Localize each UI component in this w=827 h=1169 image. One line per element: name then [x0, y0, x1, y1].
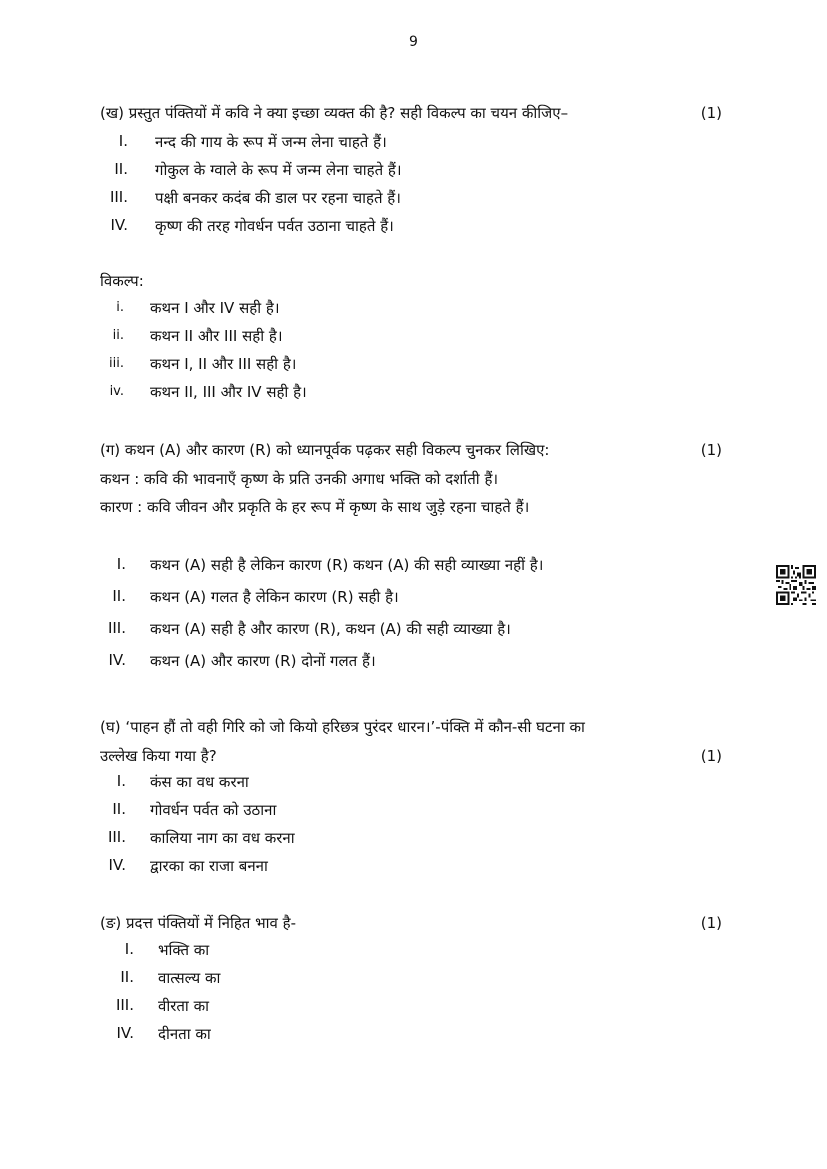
option-number: i. [116, 300, 124, 315]
option-number: ii. [112, 328, 124, 343]
option-number: I. [116, 555, 126, 573]
qr-code [776, 565, 816, 605]
option-number: IV. [116, 1024, 134, 1042]
statement-number: I. [118, 132, 128, 150]
question-gha-stem-line1: (घ) ‘पाहन हौं तो वही गिरि को जो कियो हरिछत्र पुरंदर धारन।’-पंक्ति में कौन-सी घटना का [100, 718, 585, 736]
question-nga-stem [100, 912, 722, 934]
question-gha-text: उल्लेख किया गया है? [100, 747, 217, 765]
option-text: कथन (A) गलत है लेकिन कारण (R) सही है। [150, 588, 399, 606]
question-nga-text: (ङ) प्रदत्त पंक्तियों में निहित भाव है- [100, 914, 297, 932]
option-number: III. [115, 996, 134, 1014]
option-number: III. [107, 828, 126, 846]
option-number: I. [124, 940, 134, 958]
options-heading: विकल्प: [100, 272, 144, 290]
question-kha-marks: (1) [700, 104, 722, 122]
statement-number: II. [114, 160, 128, 178]
option-text: वात्सल्य का [158, 969, 221, 987]
statement-number: III. [109, 188, 128, 206]
assertion-text: कथन : कवि की भावनाएँ कृष्ण के प्रति उनकी अगाध भक्ति को दर्शाती हैं। [100, 470, 499, 488]
option-text: कथन (A) सही है लेकिन कारण (R) कथन (A) की सही व्याख्या नहीं है। [150, 556, 544, 574]
option-text: भक्ति का [158, 941, 210, 959]
option-text: दीनता का [158, 1025, 211, 1043]
option-text: कालिया नाग का वध करना [150, 829, 295, 847]
question-gha-marks: (1) [700, 747, 722, 765]
option-number: iii. [109, 356, 124, 371]
question-kha-text: (ख) प्रस्तुत पंक्तियों में कवि ने क्या इच्छा व्यक्त की है? सही विकल्प का चयन कीजिए– [100, 104, 569, 122]
option-text: कंस का वध करना [150, 773, 249, 791]
question-ga-stem [100, 439, 722, 461]
option-text: वीरता का [158, 997, 209, 1015]
option-text: कथन II, III और IV सही है। [150, 383, 307, 401]
option-text: गोवर्धन पर्वत को उठाना [150, 801, 277, 819]
option-number: III. [107, 619, 126, 637]
option-text: कथन II और III सही है। [150, 327, 283, 345]
option-number: II. [112, 800, 126, 818]
option-text: कथन (A) सही है और कारण (R), कथन (A) की सही व्याख्या है। [150, 620, 511, 638]
page-number: 9 [409, 34, 418, 50]
option-text: कथन I और IV सही है। [150, 299, 280, 317]
statement-text: पक्षी बनकर कदंब की डाल पर रहना चाहते हैं। [155, 189, 401, 207]
option-text: कथन (A) और कारण (R) दोनों गलत हैं। [150, 652, 376, 670]
statement-number: IV. [110, 216, 128, 234]
option-text: द्वारका का राजा बनना [150, 857, 268, 875]
option-number: II. [112, 587, 126, 605]
question-ga-text: (ग) कथन (A) और कारण (R) को ध्यानपूर्वक पढ़कर सही विकल्प चुनकर लिखिए: [100, 441, 550, 459]
option-number: IV. [108, 651, 126, 669]
option-number: I. [116, 772, 126, 790]
statement-text: गोकुल के ग्वाले के रूप में जन्म लेना चाहते हैं। [155, 161, 402, 179]
question-ga-marks: (1) [700, 441, 722, 459]
option-text: कथन I, II और III सही है। [150, 355, 297, 373]
option-number: iv. [109, 384, 124, 399]
option-number: II. [120, 968, 134, 986]
option-number: IV. [108, 856, 126, 874]
reason-text: कारण : कवि जीवन और प्रकृति के हर रूप में कृष्ण के साथ जुड़े रहना चाहते हैं। [100, 498, 530, 516]
statement-text: नन्द की गाय के रूप में जन्म लेना चाहते हैं। [155, 133, 387, 151]
question-gha-stem-line2-row [100, 745, 722, 767]
question-kha-stem [100, 102, 722, 124]
statement-text: कृष्ण की तरह गोवर्धन पर्वत उठाना चाहते हैं। [155, 217, 394, 235]
question-nga-marks: (1) [700, 914, 722, 932]
